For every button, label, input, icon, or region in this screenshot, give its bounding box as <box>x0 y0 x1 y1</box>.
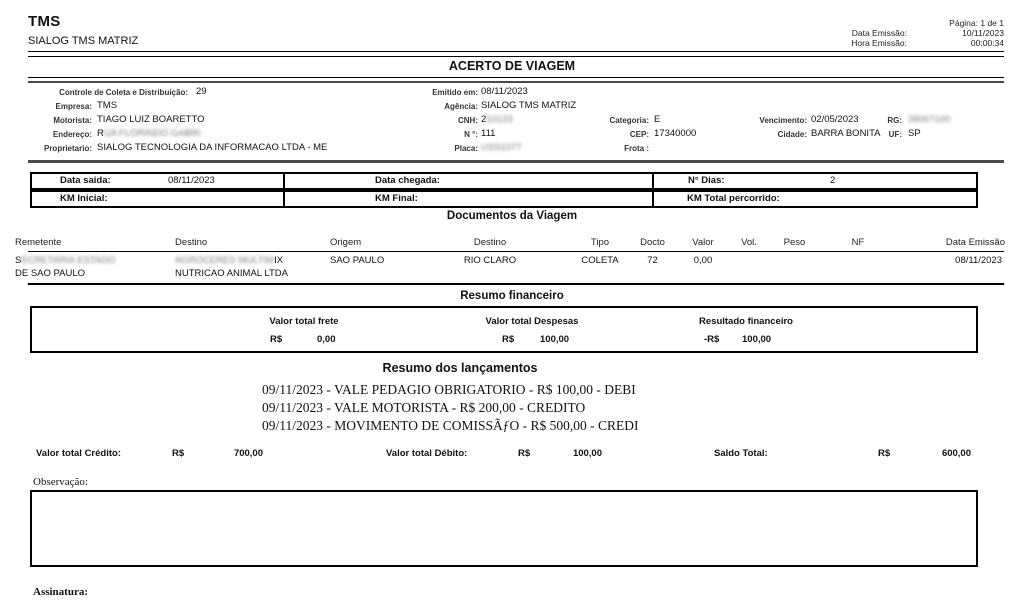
cell-tipo: COLETA <box>581 255 619 266</box>
field-cnh-label: CNH: <box>458 116 478 125</box>
field-proprietario-label: Proprietario: <box>43 144 92 153</box>
col-header-docto: Docto <box>640 237 665 248</box>
field-endereco-label: Endereço: <box>52 130 92 139</box>
header-divider <box>28 51 1004 52</box>
frete-value: 0,00 <box>317 334 336 345</box>
title-band-bottom-rule <box>28 77 1004 78</box>
credito-value: 700,00 <box>233 448 263 459</box>
saldo-value: 600,00 <box>941 448 971 459</box>
resultado-currency: -R$ <box>704 334 720 345</box>
cell-data-emissao: 08/11/2023 <box>955 255 1002 266</box>
branch-name: SIALOG TMS MATRIZ <box>28 35 139 47</box>
field-empresa-value: TMS <box>97 100 118 111</box>
despesas-label: Valor total Despesas <box>485 316 579 327</box>
field-categoria-value: E <box>654 114 661 125</box>
endereco-visible-part: R <box>97 128 104 139</box>
field-controle-value: 29 <box>196 86 207 97</box>
resultado-label: Resultado financeiro <box>699 316 793 327</box>
field-frota-label: Frota : <box>624 144 649 153</box>
frete-currency: R$ <box>270 334 283 345</box>
destino-redacted-part: AGROCERES MULTIM <box>175 255 275 266</box>
km-total-label: KM Total percorrido: <box>687 193 780 204</box>
title-band-top-rule <box>28 56 1004 57</box>
col-header-peso: Peso <box>783 237 806 248</box>
col-header-valor: Valor <box>692 237 714 248</box>
km-inicial-label: KM Inicial: <box>60 193 108 204</box>
documents-header-rule <box>28 251 1004 252</box>
field-numero-value: 111 <box>481 128 496 139</box>
field-cidade-label: Cidade: <box>777 130 807 139</box>
field-rg-label: RG: <box>887 116 902 125</box>
remetente-redacted-part: ECRETARIA ESTADO <box>21 255 116 266</box>
frete-label: Valor total frete <box>269 316 339 327</box>
field-agencia-label: Agência: <box>444 102 478 111</box>
remetente-visible-part: S <box>15 255 22 266</box>
field-rg-value: 26007100 <box>908 114 951 125</box>
km-final-label: KM Final: <box>375 193 418 204</box>
company-logo-text: TMS <box>28 13 61 30</box>
field-cep-label: CEP: <box>629 130 649 139</box>
cell-origem: SAO PAULO <box>330 255 385 266</box>
field-motorista-label: Motorista: <box>53 116 92 125</box>
field-placa-value: USS1077 <box>481 142 522 153</box>
field-numero-label: N °: <box>464 130 478 139</box>
saldo-currency: R$ <box>878 448 891 459</box>
entry-line-3: 09/11/2023 - MOVIMENTO DE COMISSÃƒO - R$ 500,00 - CREDI <box>262 418 639 433</box>
observacao-label: Observação: <box>33 476 88 488</box>
saldo-label: Saldo Total: <box>714 448 768 459</box>
emission-date-value: 10/11/2023 <box>962 28 1004 38</box>
cnh-visible-part: 2 <box>481 114 487 125</box>
trip-row2-divider-2 <box>652 192 654 206</box>
data-saida-label: Data saida: <box>60 175 111 186</box>
field-proprietario-value: SIALOG TECNOLOGIA DA INFORMACAO LTDA - ME <box>97 142 328 153</box>
observacao-box <box>30 490 978 567</box>
trip-row2-divider-1 <box>283 192 285 206</box>
emission-time-value: 00:00:34 <box>970 38 1004 48</box>
trip-row1-divider-1 <box>283 174 285 188</box>
cell-remetente-line1 <box>15 255 115 266</box>
col-header-destino-2: Destino <box>473 237 507 248</box>
credito-label: Valor total Crédito: <box>36 448 121 459</box>
page-number: Página: 1 de 1 <box>949 18 1004 28</box>
destino-visible-part: IX <box>274 255 284 266</box>
field-vencimento-value: 02/05/2023 <box>811 114 859 125</box>
field-emitido-label: Emitido em: <box>432 88 478 97</box>
dias-value: 2 <box>830 175 836 186</box>
field-endereco-value <box>97 128 200 139</box>
cell-destino-line2: NUTRICAO ANIMAL LTDA <box>175 268 288 279</box>
emission-time-label: Hora Emissão: <box>851 38 907 48</box>
emission-date-label: Data Emissão: <box>851 28 907 38</box>
cell-destino-line1 <box>175 255 283 266</box>
field-controle-label: Controle de Coleta e Distribuição: <box>59 88 188 97</box>
financial-summary-box <box>30 306 978 353</box>
field-vencimento-label: Vencimento: <box>759 116 807 125</box>
trip-dates-row <box>30 172 978 190</box>
field-uf-value: SP <box>908 128 921 139</box>
col-header-vol: Vol. <box>741 237 757 248</box>
col-header-tipo: Tipo <box>590 237 610 248</box>
debito-currency: R$ <box>518 448 531 459</box>
field-emitido-value: 08/11/2023 <box>481 86 528 97</box>
field-cnh-value <box>481 114 513 125</box>
field-uf-label: UF: <box>888 130 902 139</box>
col-header-origem: Origem <box>330 237 362 248</box>
info-section-top-rule <box>28 81 1004 83</box>
cell-valor: 0,00 <box>693 255 713 266</box>
data-saida-value: 08/11/2023 <box>168 175 215 186</box>
despesas-currency: R$ <box>502 334 515 345</box>
cell-docto: 72 <box>647 255 658 266</box>
endereco-redacted-part: UA FLORINDO GABRI <box>103 128 201 139</box>
cnh-redacted-part: 10123 <box>486 114 513 125</box>
resultado-value: 100,00 <box>742 334 772 345</box>
assinatura-label: Assinatura: <box>33 586 89 598</box>
field-placa-label: Placa: <box>454 144 478 153</box>
financial-section-title: Resumo financeiro <box>460 290 564 302</box>
entry-line-1: 09/11/2023 - VALE PEDAGIO OBRIGATORIO - R$ 100,00 - DEBI <box>262 382 636 397</box>
dias-label: N° Dias: <box>688 175 725 186</box>
debito-value: 100,00 <box>572 448 602 459</box>
credito-currency: R$ <box>172 448 185 459</box>
field-empresa-label: Empresa: <box>55 102 92 111</box>
documents-bottom-rule <box>28 283 1004 285</box>
col-header-destino: Destino <box>175 237 208 248</box>
field-categoria-label: Categoria: <box>609 116 649 125</box>
entry-line-2: 09/11/2023 - VALE MOTORISTA - R$ 200,00 - CREDITO <box>262 400 586 415</box>
field-cep-value: 17340000 <box>654 128 697 139</box>
data-chegada-label: Data chegada: <box>375 175 440 186</box>
field-cidade-value: BARRA BONITA <box>811 128 881 139</box>
document-title: ACERTO DE VIAGEM <box>448 59 576 73</box>
field-agencia-value: SIALOG TMS MATRIZ <box>481 100 577 111</box>
documents-section-title: Documentos da Viagem <box>446 210 578 222</box>
info-section-bottom-rule <box>28 160 1004 163</box>
cell-remetente-line2: DE SAO PAULO <box>15 268 86 279</box>
col-header-nf: NF <box>851 237 865 248</box>
trip-km-row <box>30 190 978 208</box>
field-motorista-value: TIAGO LUIZ BOARETTO <box>97 114 205 125</box>
debito-label: Valor total Débito: <box>386 448 468 459</box>
col-header-remetente: Remetente <box>15 237 62 248</box>
trip-row1-divider-2 <box>652 174 654 188</box>
col-header-data-emissao: Data Emissão <box>945 237 1005 248</box>
despesas-value: 100,00 <box>540 334 570 345</box>
cell-destino-2: RIO CLARO <box>463 255 517 266</box>
entries-section-title: Resumo dos lançamentos <box>382 361 538 375</box>
